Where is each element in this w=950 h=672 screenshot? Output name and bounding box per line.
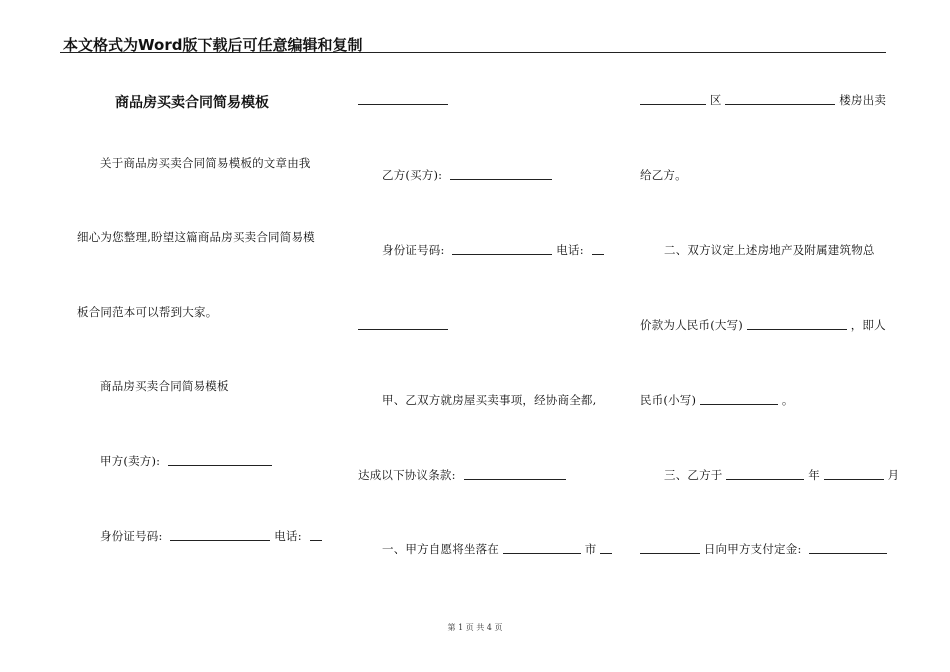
col2-blank-2 xyxy=(358,317,448,330)
district-label: 区 xyxy=(709,93,722,107)
month-blank xyxy=(824,467,884,480)
col2-line-2 xyxy=(382,167,552,183)
year-label: 年 xyxy=(808,468,820,482)
district-blank xyxy=(640,92,706,105)
header-divider xyxy=(60,52,886,53)
col1-line-3: 板合同范本可以帮到大家。 xyxy=(77,305,218,319)
col3-line-4 xyxy=(640,317,886,333)
buyer-phone-blank xyxy=(592,242,604,255)
col2-line-6 xyxy=(358,467,566,483)
document-header: 本文格式为Word版下载后可任意编辑和复制 xyxy=(63,36,363,54)
price-lower-suffix: 。 xyxy=(781,393,794,407)
seller-phone-label: 电话: xyxy=(274,529,302,543)
col3-line-1 xyxy=(640,92,886,108)
col3-line-7 xyxy=(640,541,887,557)
col2-line-5: 甲、乙双方就房屋买卖事项，经协商全都, xyxy=(382,393,597,407)
clause-1-start: 一、甲方自愿将坐落在 xyxy=(382,542,499,556)
col1-line-2: 细心为您整理,盼望这篇商品房买卖合同简易模 xyxy=(77,230,315,244)
agreement-label: 达成以下协议条款: xyxy=(358,468,456,482)
day-blank xyxy=(640,541,700,554)
col3-line-6 xyxy=(664,467,899,483)
city-label: 市 xyxy=(584,542,597,556)
buyer-id-label: 身份证号码: xyxy=(382,243,445,257)
col2-blank-1 xyxy=(358,92,448,105)
buyer-id-blank xyxy=(452,242,552,255)
page-indicator: 第 1 页 共 4 页 xyxy=(447,623,503,632)
buyer-label: 乙方(买方): xyxy=(382,168,443,182)
deposit-blank xyxy=(809,541,887,554)
buyer-blank xyxy=(450,167,552,180)
buyer-phone-label: 电话: xyxy=(556,243,584,257)
building-label: 楼房出卖 xyxy=(839,93,887,107)
col1-line-6 xyxy=(100,528,322,544)
year-blank xyxy=(726,467,804,480)
price-lower-label: 民币(小写) xyxy=(640,393,697,407)
col1-line-4: 商品房买卖合同简易模板 xyxy=(100,379,229,393)
col2-line-4 xyxy=(358,317,448,332)
seller-id-blank xyxy=(170,528,270,541)
seller-id-label: 身份证号码: xyxy=(100,529,163,543)
col2-line-1 xyxy=(358,92,448,107)
document-title: 商品房买卖合同简易模板 xyxy=(115,95,269,111)
month-label: 月 xyxy=(887,468,900,482)
seller-phone-blank xyxy=(310,528,322,541)
clause-3-start: 三、乙方于 xyxy=(664,468,723,482)
city-blank xyxy=(503,541,581,554)
deposit-label: 日向甲方支付定金: xyxy=(703,542,802,556)
col1-line-5 xyxy=(100,453,272,469)
col3-line-2: 给乙方。 xyxy=(640,168,687,182)
seller-label: 甲方(卖方): xyxy=(100,454,161,468)
agreement-blank xyxy=(464,467,566,480)
col2-line-3 xyxy=(382,242,604,258)
building-blank xyxy=(725,92,835,105)
col2-line-7 xyxy=(382,541,612,557)
seller-blank xyxy=(168,453,272,466)
price-upper-suffix: ，即人 xyxy=(850,318,886,332)
col3-line-5 xyxy=(640,392,794,408)
col1-line-1: 关于商品房买卖合同简易模板的文章由我 xyxy=(100,156,311,170)
price-upper-label: 价款为人民币(大写) xyxy=(640,318,743,332)
col3-line-3: 二、双方议定上述房地产及附属建筑物总 xyxy=(664,243,875,257)
district-blank-start xyxy=(600,541,612,554)
price-upper-blank xyxy=(747,317,847,330)
price-lower-blank xyxy=(700,392,778,405)
